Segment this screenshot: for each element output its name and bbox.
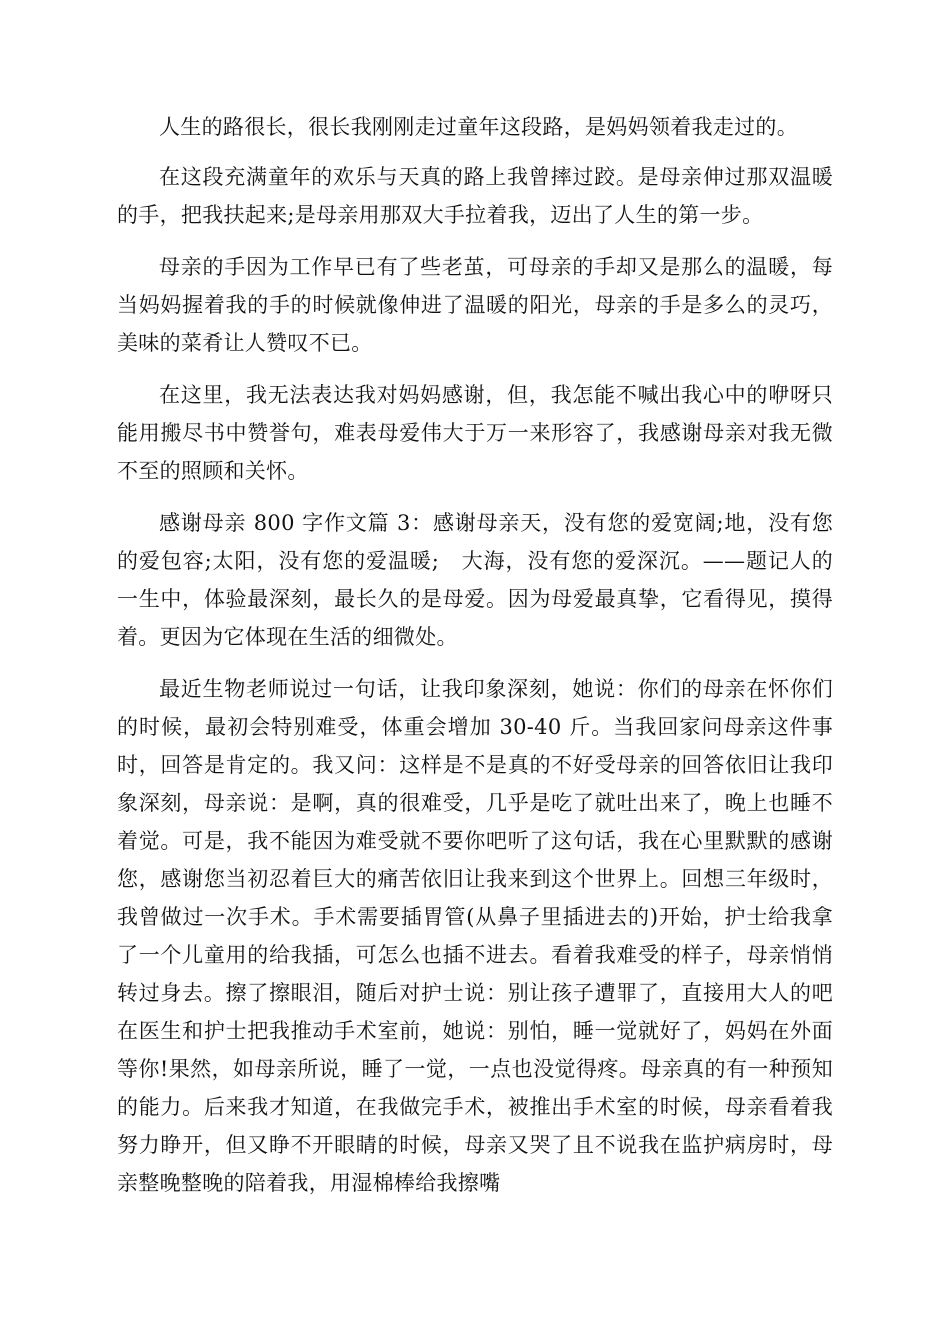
- document-body: [117, 108, 833, 1216]
- paragraph: 最近生物老师说过一句话，让我印象深刻，她说：你们的母亲在怀你们的时候，最初会特别难受，体重会增加 30-40 斤。当我回家问母亲这件事时，回答是肯定的。我又问：这样是不是真的不好受母亲的回答依旧让我印象深刻，母亲说：是啊，真的很难受，几乎是吃了就吐出来了，晚上也睡不着觉。可是，我不能因为难受就不要你吧听了这句话，我在心里默默的感谢您，感谢您当初忍着巨大的痛苦依旧让我来到这个世界上。回想三年级时，我曾做过一次手术。手术需要插胃管(从鼻子里插进去的)开始，护士给我拿了一个儿童用的给我插，可怎么也插不进去。看着我难受的样子，母亲悄悄转过身去。擦了擦眼泪，随后对护士说：别让孩子遭罪了，直接用大人的吧在医生和护士把我推动手术室前，她说：别怕，睡一觉就好了，妈妈在外面等你!果然，如母亲所说，睡了一觉，一点也没觉得疼。母亲真的有一种预知的能力。后来我才知道，在我做完手术，被推出手术室的时候，母亲看着我努力睁开，但又睁不开眼睛的时候，母亲又哭了且不说我在监护病房时，母亲整晚整晚的陪着我，用湿棉棒给我擦嘴: [117, 677, 833, 1195]
- paragraph: 感谢母亲 800 字作文篇 3：感谢母亲天，没有您的爱宽阔;地，没有您的爱包容;太阳，没有您的爱温暖; 大海，没有您的爱深沉。——题记人的一生中，体验最深刻，最长久的是母爱。因为母爱最真挚，它看得见，摸得着。更因为它体现在生活的细微处。: [117, 511, 833, 649]
- paragraph: 人生的路很长，很长我刚刚走过童年这段路，是妈妈领着我走过的。: [159, 115, 798, 139]
- paragraph: 母亲的手因为工作早已有了些老茧，可母亲的手却又是那么的温暖，每当妈妈握着我的手的时候就像伸进了温暖的阳光，母亲的手是多么的灵巧，美味的菜肴让人赞叹不已。: [117, 255, 833, 355]
- paragraph: 在这里，我无法表达我对妈妈感谢，但，我怎能不喊出我心中的咿呀只能用搬尽书中赞誉句，难表母爱伟大于万一来形容了，我感谢母亲对我无微不至的照顾和关怀。: [117, 383, 833, 483]
- paragraph: 在这段充满童年的欢乐与天真的路上我曾摔过跤。是母亲伸过那双温暖的手，把我扶起来;是母亲用那双大手拉着我，迈出了人生的第一步。: [117, 165, 833, 227]
